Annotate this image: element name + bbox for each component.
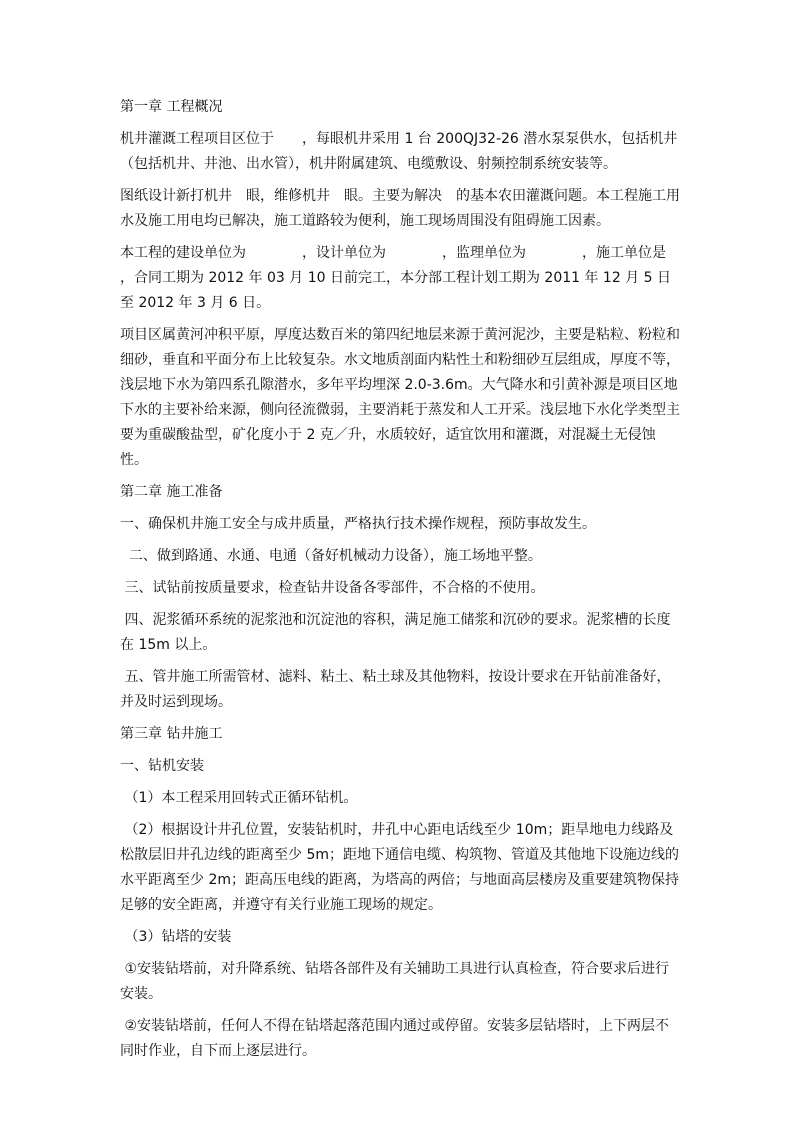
chapter-1-heading: 第一章 工程概况	[120, 99, 223, 115]
prep-item-1: 一、确保机井施工安全与成井质量，严格执行技术操作规程，预防事故发生。	[120, 516, 596, 532]
tower-item-2: ②安装钻塔前，任何人不得在钻塔起落范围内通过或停留。安装多层钻塔时，上下两层不同时作业，自下而上逐层进行。	[120, 1018, 670, 1059]
section-drill-install: 一、钻机安装	[120, 758, 204, 774]
design-paragraph: 图纸设计新打机井 眼，维修机井 眼。主要为解决 的基本农田灌溉问题。本工程施工用水及施工用电均已解决，施工道路较为便利，施工现场周围没有阻碍施工因素。	[120, 188, 680, 229]
prep-item-5: 五、管井施工所需管材、滤料、粘土、粘土球及其他物料，按设计要求在开钻前准备好，并及时运到现场。	[120, 669, 671, 710]
prep-item-2: 二、做到路通、水通、电通（备好机械动力设备），施工场地平整。	[120, 548, 542, 564]
units-schedule-paragraph: 本工程的建设单位为 ，设计单位为 ，监理单位为 ，施工单位是 ，合同工期为 2012 年 03 月 10 日前完工，本分部工程计划工期为 2011 年 12 月 5 日至 2012 年 3 月 6 日。	[120, 245, 722, 311]
chapter-3-heading: 第三章 钻井施工	[120, 726, 223, 742]
chapter-2-heading: 第二章 施工准备	[120, 484, 223, 500]
prep-item-3: 三、试钻前按质量要求，检查钻井设备各零部件，不合格的不使用。	[120, 580, 545, 596]
drill-item-1: （1）本工程采用回转式正循环钻机。	[120, 790, 358, 806]
prep-item-4: 四、泥浆循环系统的泥浆池和沉淀池的容积，满足施工储浆和沉砂的要求。泥浆槽的长度在 15m 以上。	[120, 612, 671, 653]
tower-item-1: ①安装钻塔前，对升降系统、钻塔各部件及有关辅助工具进行认真检查，符合要求后进行安装。	[120, 961, 670, 1002]
drill-item-2: （2）根据设计井孔位置，安装钻机时，井孔中心距电话线至少 10m；距旱地电力线路及松散层旧井孔边线的距离至少 5m；距地下通信电缆、构筑物、管道及其他地下设施边线的水平距离至少 2m；距高压电线的距离，为塔高的两倍；与地面高层楼房及重要建筑物保持足够的安全距离，并遵守有关行业施工现场的规定。	[120, 822, 679, 913]
document-body	[120, 95, 722, 1071]
geology-paragraph: 项目区属黄河冲积平原，厚度达数百米的第四纪地层来源于黄河泥沙，主要是粘粒、粉粒和细砂，垂直和平面分布上比较复杂。水文地质剖面内粘性土和粉细砂互层组成，厚度不等，浅层地下水为第四系孔隙潜水，多年平均埋深 2.0-3.6m。大气降水和引黄补源是项目区地下水的主要补给来源，侧向径流微弱，主要消耗于蒸发和人工开采。浅层地下水化学类型主要为重碳酸盐型，矿化度小于 2 克／升，水质较好，适宜饮用和灌溉，对混凝土无侵蚀性。	[120, 327, 680, 468]
project-location-paragraph: 机井灌溉工程项目区位于 ，每眼机井采用 1 台 200QJ32-26 潜水泵泵供水，包括机井（包括机井、井池、出水管），机井附属建筑、电缆敷设、射频控制系统安装等。	[120, 131, 678, 172]
drill-item-3: （3）钻塔的安装	[120, 929, 232, 945]
